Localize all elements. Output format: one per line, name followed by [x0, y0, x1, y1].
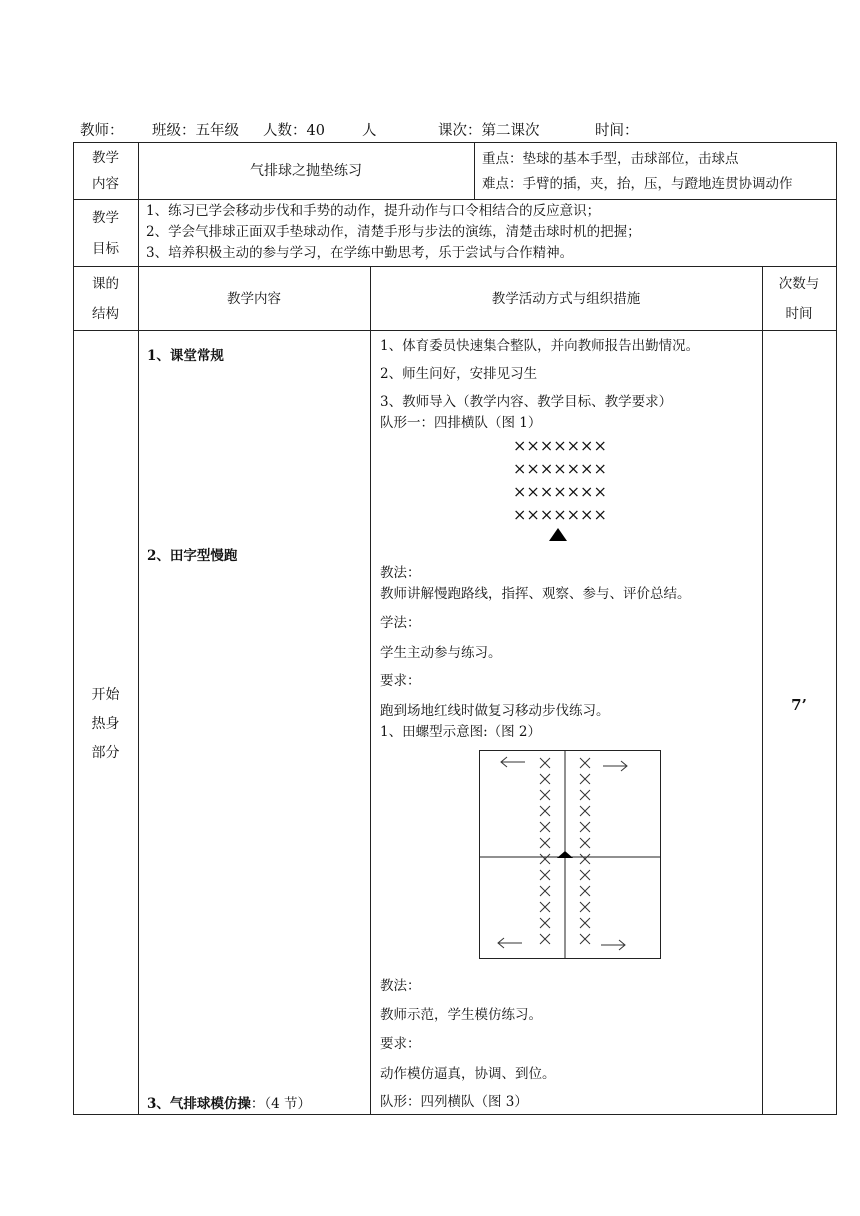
- teacher-marker-icon: [549, 528, 567, 541]
- activity-line: 2、师生问好，安排见习生: [380, 366, 538, 382]
- difficulty: 难点：手臂的插，夹，抬，压，与蹬地连贯协调动作: [482, 176, 793, 192]
- content-item-routine: 1、课堂常规: [147, 348, 224, 364]
- formation-row: ×××××××: [513, 459, 607, 478]
- section-label: 热身: [91, 716, 120, 732]
- table-border: [73, 199, 837, 200]
- student-mark-icon: [580, 806, 590, 816]
- content-item-exercise: [147, 1098, 311, 1112]
- content-item-jog: 2、田字型慢跑: [147, 548, 238, 564]
- table-border: [138, 142, 139, 1115]
- goal-item: 3、培养积极主动的参与学习，在学练中勤思考，乐于尝试与合作精神。: [146, 245, 574, 261]
- goal-item: 2、学会气排球正面双手垫球动作，清楚手形与步法的演练，清楚击球时机的把握；: [146, 224, 641, 240]
- structure-header: 结构: [92, 306, 119, 322]
- content-label: 教学: [92, 150, 119, 166]
- activity-line: 3、教师导入（教学内容、教学目标、教学要求）: [380, 394, 673, 410]
- learn-text: 学生主动参与练习。: [380, 645, 502, 661]
- student-mark-icon: [540, 902, 550, 912]
- table-border: [762, 266, 763, 1115]
- goals-label: 目标: [92, 241, 119, 257]
- req2-text: 动作模仿逼真，协调、到位。: [380, 1066, 556, 1082]
- student-mark-icon: [540, 886, 550, 896]
- student-mark-icon: [580, 902, 590, 912]
- student-mark-icon: [580, 854, 590, 864]
- student-mark-icon: [540, 806, 550, 816]
- table-border: [73, 1114, 837, 1115]
- student-mark-icon: [540, 934, 550, 944]
- req2-label: 要求：: [380, 1036, 421, 1052]
- class-label: 班级：五年级: [152, 123, 239, 139]
- req-label: 要求：: [380, 673, 421, 689]
- student-mark-icon: [540, 758, 550, 768]
- student-mark-icon: [580, 870, 590, 880]
- count-unit: 人: [362, 123, 377, 139]
- table-border: [474, 142, 475, 199]
- req-text: 跑到场地红线时做复习移动步伐练习。: [380, 703, 610, 719]
- student-mark-icon: [580, 886, 590, 896]
- student-mark-icon: [580, 934, 590, 944]
- teacher-marker-icon: [557, 851, 573, 858]
- student-mark-icon: [540, 838, 550, 848]
- formation-caption: 队形一：四排横队（图 1）: [380, 415, 542, 431]
- goals-label: 教学: [92, 210, 119, 226]
- student-mark-icon: [540, 870, 550, 880]
- exercise-title: 3、气排球模仿操: [147, 1096, 251, 1112]
- key-point: 重点：垫球的基本手型，击球部位，击球点: [482, 151, 739, 167]
- section-label: 部分: [91, 745, 120, 761]
- lesson-title: 气排球之抛垫练习: [250, 163, 362, 179]
- student-mark-icon: [580, 790, 590, 800]
- diagram-caption: 1、田螺型示意图:（图 2）: [380, 724, 542, 740]
- student-mark-icon: [580, 918, 590, 928]
- student-mark-icon: [540, 822, 550, 832]
- student-mark-icon: [580, 822, 590, 832]
- structure-header: 课的: [92, 276, 119, 292]
- formation3-caption: 队形：四列横队（图 3）: [380, 1094, 528, 1110]
- student-mark-icon: [580, 774, 590, 784]
- goal-item: 1、练习已学会移动步伐和手势的动作，提升动作与口令相结合的反应意识；: [146, 203, 601, 219]
- times-header: 次数与: [778, 276, 820, 292]
- activity-line: 1、体育委员快速集合整队，并向教师报告出勤情况。: [380, 338, 700, 354]
- learn-label: 学法：: [380, 615, 421, 631]
- duration: 7’: [791, 696, 807, 714]
- teach-text: 教师讲解慢跑路线，指挥、观察、参与、评价总结。: [380, 586, 691, 602]
- time-label: 时间：: [595, 123, 639, 139]
- activity-header: 教学活动方式与组织措施: [491, 291, 641, 307]
- table-border: [73, 330, 837, 331]
- formation-row: ×××××××: [513, 482, 607, 501]
- teacher-label: 教师：: [80, 123, 124, 139]
- lesson-label: 课次：第二课次: [438, 123, 540, 139]
- content-label: 内容: [92, 176, 119, 192]
- times-header: 时间: [785, 306, 813, 322]
- student-mark-icon: [580, 758, 590, 768]
- student-mark-icon: [580, 838, 590, 848]
- student-mark-icon: [540, 774, 550, 784]
- student-mark-icon: [540, 790, 550, 800]
- teach2-text: 教师示范，学生模仿练习。: [380, 1007, 542, 1023]
- student-mark-icon: [540, 918, 550, 928]
- field-diagram: [479, 750, 661, 960]
- table-border: [836, 142, 837, 1115]
- table-border: [73, 142, 837, 143]
- teach2-label: 教法：: [380, 978, 421, 994]
- count-label: 人数：40: [263, 123, 325, 139]
- table-border: [73, 266, 837, 267]
- formation-row: ×××××××: [513, 505, 607, 524]
- section-label: 开始: [91, 687, 120, 703]
- student-mark-icon: [540, 854, 550, 864]
- content-header: 教学内容: [227, 291, 281, 307]
- formation-row: ×××××××: [513, 436, 607, 455]
- table-border: [370, 266, 371, 1115]
- exercise-suffix: ：（4 节）: [250, 1096, 312, 1112]
- teach-label: 教法：: [380, 565, 421, 581]
